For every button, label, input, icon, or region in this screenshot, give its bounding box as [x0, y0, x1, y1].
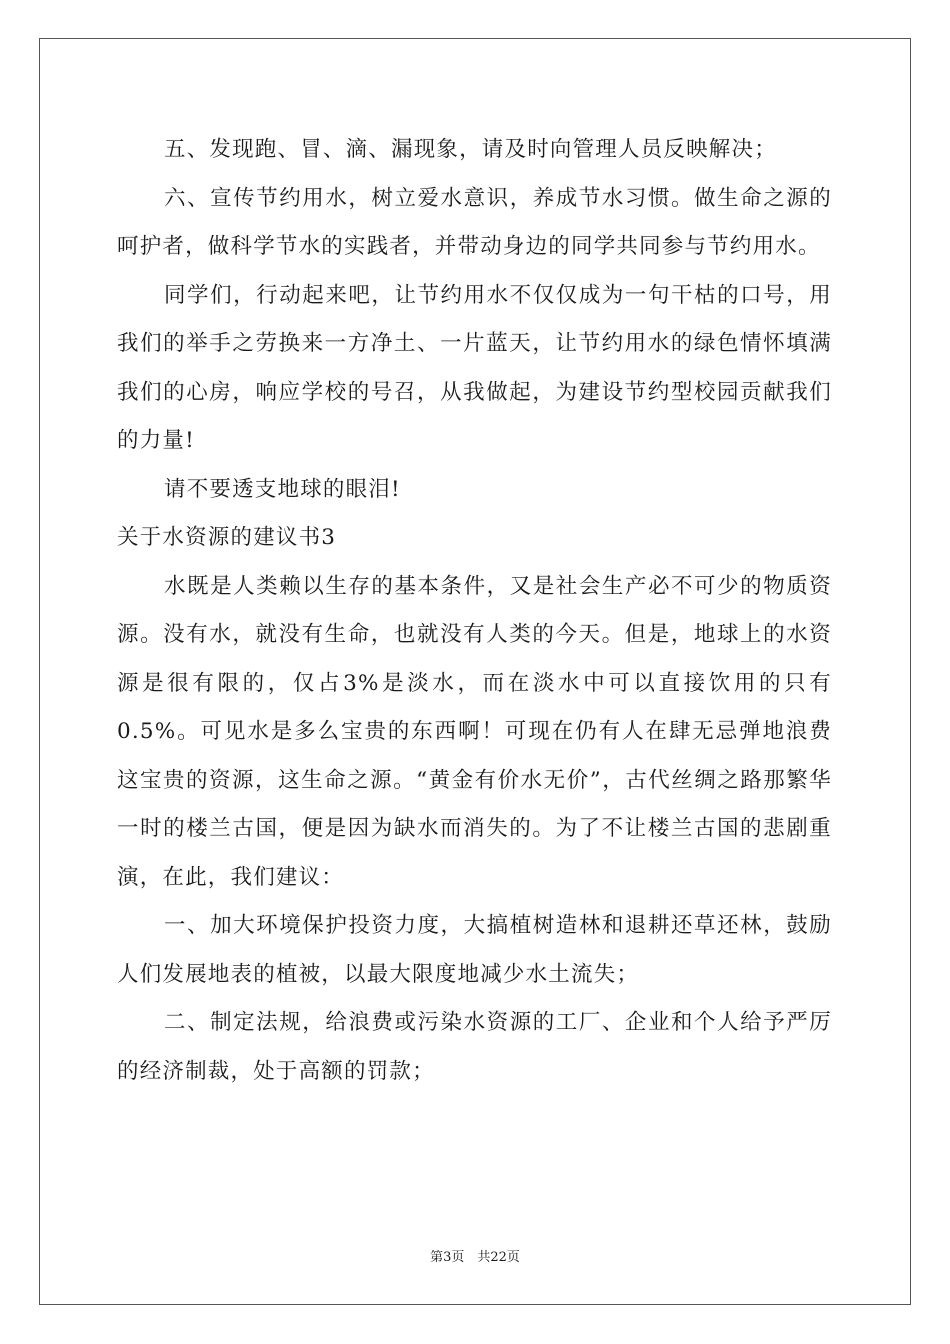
paragraph-intro: 水既是人类赖以生存的基本条件，又是社会生产必不可少的物质资源。没有水，就没有生命，也就没有人类的今天。但是，地球上的水资源是很有限的，仅占3%是淡水，而在淡水中可以直接饮用的只有0.5%。可见水是多么宝贵的东西啊！可现在仍有人在肆无忌弹地浪费这宝贵的资源，这生命之源。“黄金有价水无价”，古代丝绸之路那繁华一时的楼兰古国，便是因为缺水而消失的。为了不让楼兰古国的悲剧重演，在此，我们建议： — [117, 573, 832, 890]
paragraph-item-5: 五、发现跑、冒、滴、漏现象，请及时向管理人员反映解决； — [164, 137, 777, 162]
document-body — [117, 126, 832, 1096]
paragraph-suggestion-1: 一、加大环境保护投资力度，大搞植树造林和退耕还草还林，鼓励人们发展地表的植被，以最大限度地减少水土流失； — [117, 913, 832, 987]
paragraph-item-6: 六、宣传节约用水，树立爱水意识，养成节水习惯。做生命之源的呵护者，做科学节水的实践者，并带动身边的同学共同参与节约用水。 — [117, 185, 832, 259]
section-heading: 关于水资源的建议书3 — [117, 525, 337, 550]
page-footer — [0, 1246, 950, 1265]
paragraph-closing-line: 请不要透支地球的眼泪! — [164, 476, 401, 502]
page-number-label: 第3页 共22页 — [430, 1250, 520, 1265]
paragraph-suggestion-2: 二、制定法规，给浪费或污染水资源的工厂、企业和个人给予严厉的经济制裁，处于高额的罚款； — [117, 1010, 832, 1084]
paragraph-call-to-action: 同学们，行动起来吧，让节约用水不仅仅成为一句干枯的口号，用我们的举手之劳换来一方净土、一片蓝天，让节约用水的绿色情怀填满我们的心房，响应学校的号召，从我做起，为建设节约型校园贡献我们的力量! — [117, 282, 832, 453]
